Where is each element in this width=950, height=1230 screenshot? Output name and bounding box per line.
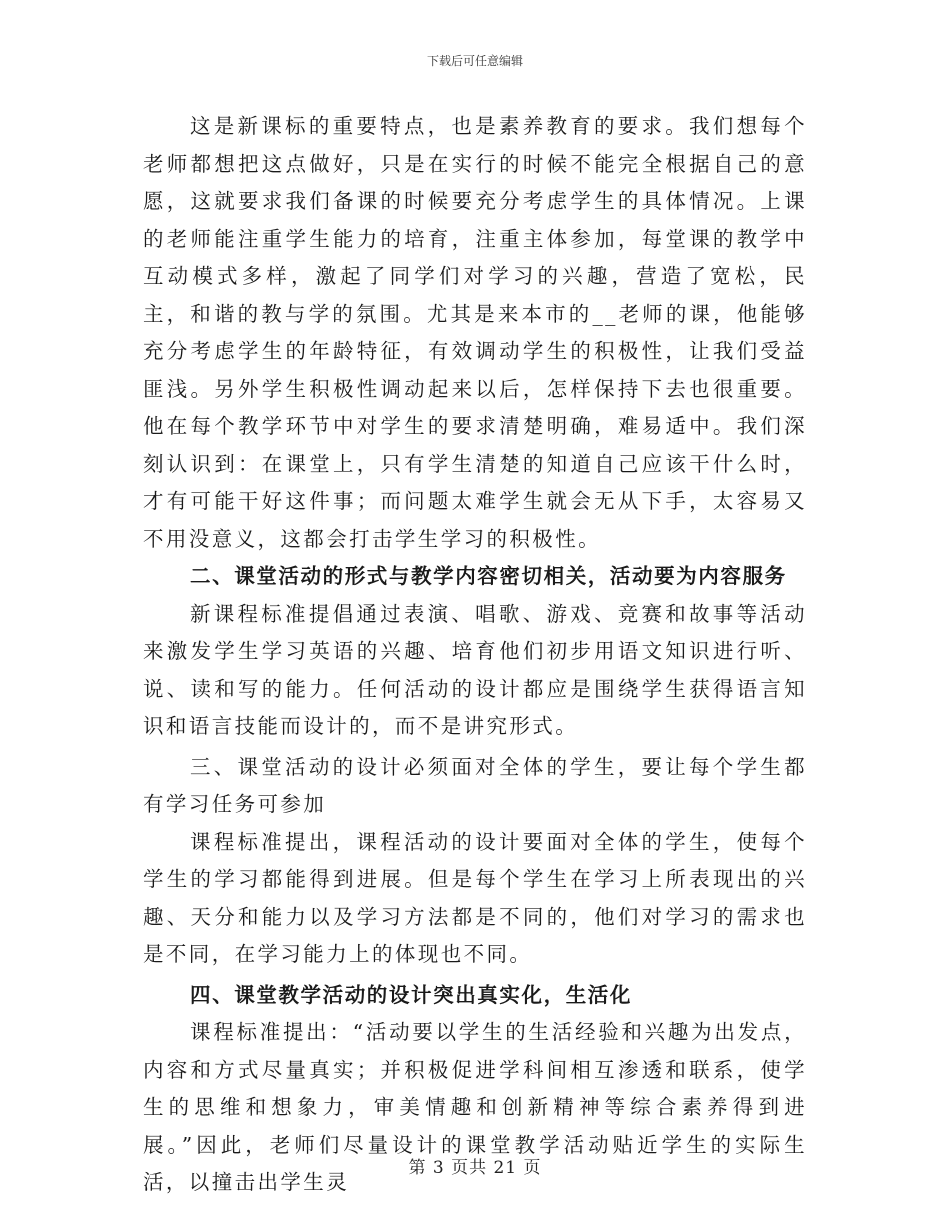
body-paragraph: 新课程标准提倡通过表演、唱歌、游戏、竞赛和故事等活动来激发学生学习英语的兴趣、培育他们初步用语文知识进行听、说、读和写的能力。任何活动的设计都应是围绕学生获得语言知识和语言技能而设计的，而不是讲究形式。	[143, 601, 807, 738]
page-header-note: 下载后可任意编辑	[426, 54, 523, 68]
page-number: 第 3 页共 21 页	[408, 1158, 542, 1178]
body-paragraph: 课程标准提出，课程活动的设计要面对全体的学生，使每个学生的学习都能得到进展。但是每个学生在学习上所表现出的兴趣、天分和能力以及学习方法都是不同的，他们对学习的需求也是不同，在学习能力上的体现也不同。	[143, 829, 807, 966]
section-heading-4: 四、课堂教学活动的设计突出真实化，生活化	[190, 982, 632, 1007]
document-body	[143, 108, 807, 1202]
body-paragraph: 课程标准提出：“活动要以学生的生活经验和兴趣为出发点，内容和方式尽量真实；并积极促进学科间相互渗透和联系，使学生的思维和想象力，审美情趣和创新精神等综合素养得到进展。”因此，老师们尽量设计的课堂教学活动贴近学生的实际生活，以撞击出学生灵	[143, 1020, 807, 1194]
section-heading-2: 二、课堂活动的形式与教学内容密切相关，活动要为内容服务	[190, 564, 787, 588]
body-paragraph: 这是新课标的重要特点，也是素养教育的要求。我们想每个老师都想把这点做好，只是在实行的时候不能完全根据自己的意愿，这就要求我们备课的时候要充分考虑学生的具体情况。上课的老师能注重学生能力的培育，注重主体参加，每堂课的教学中互动模式多样，激起了同学们对学习的兴趣，营造了宽松，民主，和谐的教与学的氛围。尤其是来本市的__老师的课，他能够充分考虑学生的年龄特征，有效调动学生的积极性，让我们受益匪浅。另外学生积极性调动起来以后，怎样保持下去也很重要。他在每个教学环节中对学生的要求清楚明确，难易适中。我们深刻认识到：在课堂上，只有学生清楚的知道自己应该干什么时，才有可能干好这件事；而问题太难学生就会无从下手，太容易又不用没意义，这都会打击学生学习的积极性。	[143, 114, 807, 551]
section-heading-3: 三、课堂活动的设计必须面对全体的学生，要让每个学生都有学习任务可参加	[143, 754, 807, 816]
